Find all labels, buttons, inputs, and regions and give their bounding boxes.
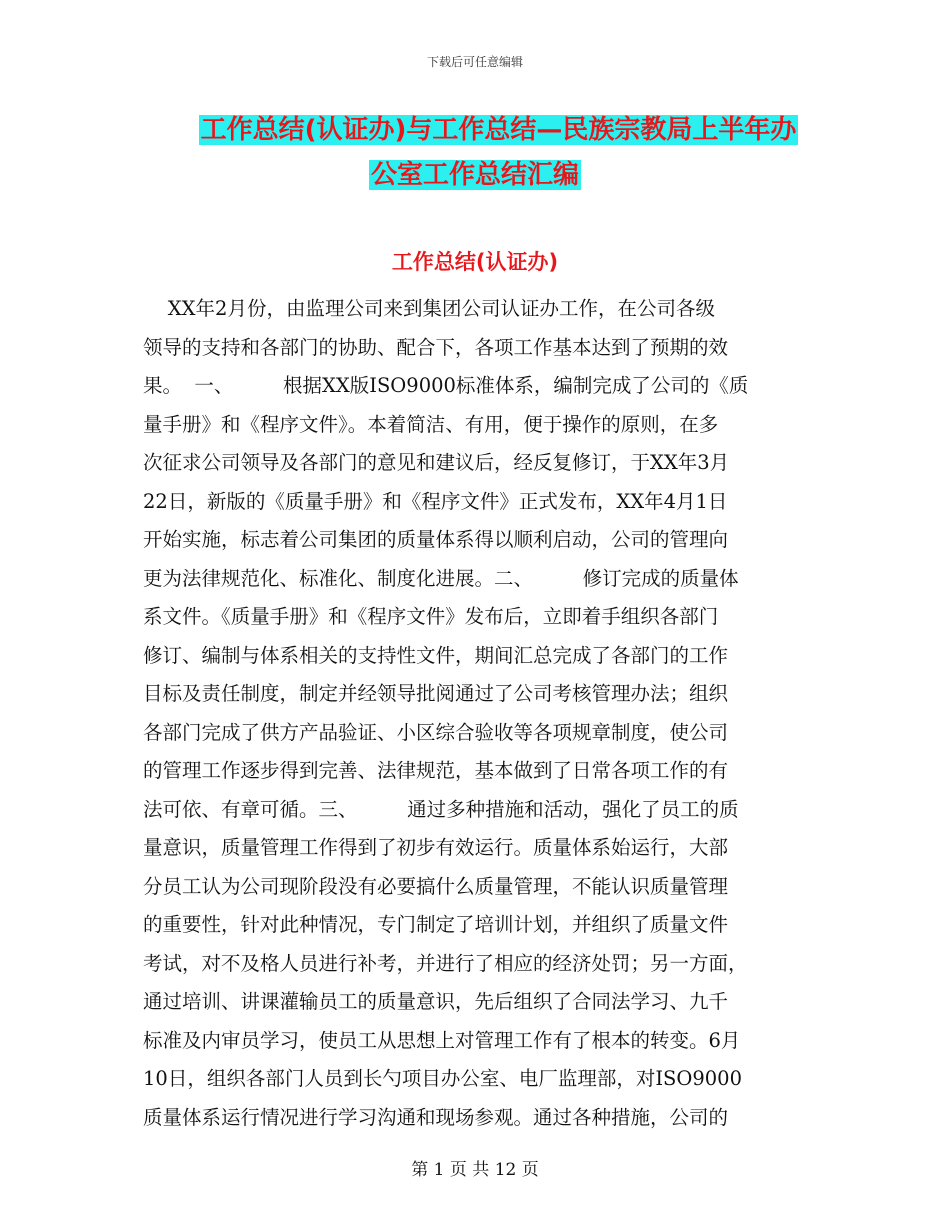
- document-title-line-2: [0, 157, 950, 193]
- section-heading: 工作总结(认证办): [391, 250, 559, 274]
- body-line: 量手册》和《程序文件》。本着简洁、有用，便于操作的原则，在多: [143, 412, 719, 436]
- body-line: 修订、编制与体系相关的支持性文件，期间汇总完成了各部门的工作: [143, 643, 729, 667]
- document-title-line-2-text: 公室工作总结汇编: [370, 160, 579, 190]
- body-text: [143, 290, 815, 1137]
- body-line: 开始实施，标志着公司集团的质量体系得以顺利启动，公司的管理向: [143, 528, 729, 551]
- page-header-note: 下载后可任意编辑: [426, 55, 523, 69]
- body-line: 10日，组织各部门人员到长勺项目办公室、电厂监理部，对ISO9000: [143, 1067, 742, 1090]
- body-line: 的重要性，针对此种情况，专门制定了培训计划，并组织了质量文件: [143, 913, 729, 936]
- body-line: 次征求公司领导及各部门的意见和建议后，经反复修订，于XX年3月: [143, 451, 730, 474]
- body-line: 系文件。《质量手册》和《程序文件》发布后，立即着手组织各部门: [143, 605, 719, 628]
- body-line: 22日，新版的《质量手册》和《程序文件》正式发布，XX年4月1日: [143, 489, 728, 513]
- body-line: 考试，对不及格人员进行补考，并进行了相应的经济处罚；另一方面，: [143, 951, 748, 975]
- body-line: 标准及内审员学习，使员工从思想上对管理工作有了根本的转变。6月: [143, 1028, 741, 1052]
- body-line: XX年2月份，由监理公司来到集团公司认证办工作，在公司各级: [143, 297, 715, 320]
- body-line: 质量体系运行情况进行学习沟通和现场参观。通过各种措施，公司的: [143, 1105, 729, 1129]
- body-line: 量意识，质量管理工作得到了初步有效运行。质量体系始运行，大部: [143, 836, 729, 859]
- body-line: 更为法律规范化、标准化、制度化进展。二、 修订完成的质量体: [143, 566, 739, 590]
- body-line: 的管理工作逐步得到完善、法律规范，基本做到了日常各项工作的有: [143, 759, 729, 782]
- body-line: 通过培训、讲课灌输员工的质量意识，先后组织了合同法学习、九千: [143, 990, 729, 1013]
- document-title-line-1-text: 工作总结(认证办)与工作总结—民族宗教局上半年办: [200, 115, 797, 145]
- body-line: 各部门完成了供方产品验证、小区综合验收等各项规章制度，使公司: [143, 720, 729, 744]
- body-line: 目标及责任制度，制定并经领导批阅通过了公司考核管理办法；组织: [143, 682, 729, 705]
- page-number-footer: 第 1 页 共 12 页: [411, 1160, 539, 1180]
- body-line: 分员工认为公司现阶段没有必要搞什么质量管理，不能认识质量管理: [143, 874, 729, 898]
- document-title-line-1: [0, 112, 950, 148]
- body-line: 法可依、有章可循。三、 通过多种措施和活动，强化了员工的质: [143, 797, 739, 821]
- body-line: 果。 一、 根据XX版ISO9000标准体系，编制完成了公司的《质: [143, 374, 749, 397]
- body-line: 领导的支持和各部门的协助、配合下，各项工作基本达到了预期的效: [143, 335, 729, 359]
